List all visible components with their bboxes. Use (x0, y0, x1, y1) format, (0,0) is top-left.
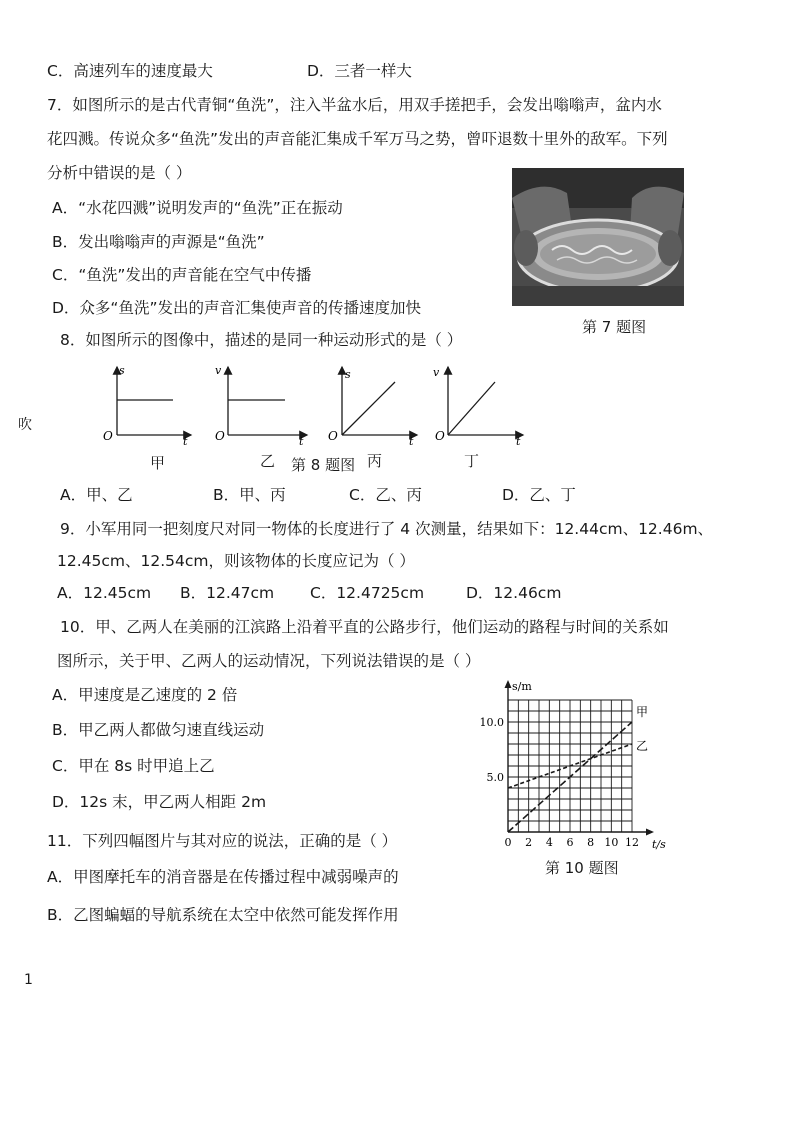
q8-stem: 8．如图所示的图像中，描述的是同一种运动形式的是（ ） (60, 331, 463, 349)
graph-yi (215, 364, 307, 448)
q10-option-c: C．甲在 8s 时甲追上乙 (52, 757, 215, 775)
graph-jia (103, 364, 191, 448)
graph-yi-yaxis: v (215, 364, 222, 377)
page-number: 1 (24, 972, 33, 988)
q9-option-d: D．12.46cm (466, 584, 562, 602)
x-tick-label: 10 (604, 836, 619, 849)
graph-jia-origin: O (103, 429, 113, 443)
q6-option-c: C．高速列车的速度最大 (47, 62, 213, 80)
x-tick-label: 6 (566, 836, 574, 849)
q7-option-a: A．“水花四溅”说明发声的“鱼洗”正在振动 (52, 199, 343, 217)
y-tick-label: 5.0 (486, 771, 504, 784)
q10-figure-caption: 第 10 题图 (545, 859, 619, 877)
graph-ding-label: 丁 (464, 452, 480, 470)
q11-stem: 11．下列四幅图片与其对应的说法，正确的是（ ） (47, 832, 398, 850)
q10-option-d: D．12s 末，甲乙两人相距 2m (52, 793, 267, 811)
graph-bing-origin: O (328, 429, 338, 443)
q7-option-d: D．众多“鱼洗”发出的声音汇集使声音的传播速度加快 (52, 299, 421, 317)
graph-jia-label: 甲 (150, 454, 166, 472)
graph-ding (433, 366, 523, 448)
margin-character: 吹 (18, 417, 32, 433)
graph-yi-label: 乙 (260, 452, 276, 470)
x-tick-label: 2 (525, 836, 533, 849)
q9-option-b: B．12.47cm (180, 584, 275, 602)
graph-jia-yaxis: s (119, 364, 125, 377)
graph-bing (328, 367, 417, 448)
fish-basin-illustration (512, 168, 684, 306)
y-axis-title: s/m (512, 680, 532, 693)
graph-ding-origin: O (435, 429, 445, 443)
x-tick-label: 8 (587, 836, 595, 849)
q10-option-a: A．甲速度是乙速度的 2 倍 (52, 686, 238, 704)
series-label-jia: 甲 (636, 705, 649, 719)
graph-yi-origin: O (215, 429, 225, 443)
graph-yi-xaxis: t (299, 435, 304, 448)
q7-stem-line3: 分析中错误的是（ ） (47, 164, 192, 182)
graph-bing-label: 丙 (367, 452, 383, 470)
q7-option-b: B．发出嗡嗡声的声源是“鱼洗” (52, 233, 265, 251)
q10-stem-line1: 10．甲、乙两人在美丽的江滨路上沿着平直的公路步行，他们运动的路程与时间的关系如 (60, 618, 669, 636)
graph-bing-yaxis: s (345, 368, 351, 381)
series-label-yi: 乙 (636, 739, 649, 753)
x-axis-arrow (646, 829, 654, 836)
q7-option-c: C．“鱼洗”发出的声音能在空气中传播 (52, 266, 312, 284)
q9-option-c: C．12.4725cm (310, 584, 425, 602)
y-axis-arrow (505, 680, 512, 688)
q11-option-b: B．乙图蝙蝠的导航系统在太空中依然可能发挥作用 (47, 906, 399, 924)
q6-option-d: D．三者一样大 (307, 62, 412, 80)
fish-basin-photo (512, 168, 684, 306)
q8-option-c: C．乙、丙 (349, 486, 422, 504)
q8-option-b: B．甲、丙 (213, 486, 286, 504)
x-tick-label: 12 (625, 836, 639, 849)
q8-option-d: D．乙、丁 (502, 486, 576, 504)
q7-figure-caption: 第 7 题图 (582, 318, 647, 336)
q7-stem-line1: 7．如图所示的是古代青铜“鱼洗”，注入半盆水后，用双手搓把手，会发出嗡嗡声，盆内水 (47, 96, 662, 114)
q10-option-b: B．甲乙两人都做匀速直线运动 (52, 721, 265, 739)
q10-st-chart (470, 672, 680, 854)
graph-ding-xaxis: t (516, 435, 521, 448)
q9-option-a: A．12.45cm (57, 584, 152, 602)
q11-option-a: A．甲图摩托车的消音器是在传播过程中减弱噪声的 (47, 868, 399, 886)
x-axis-title: t/s (652, 838, 666, 851)
x-tick-label: 4 (545, 836, 553, 849)
graph-ding-yaxis: v (433, 366, 440, 379)
q9-stem-line1: 9．小军用同一把刻度尺对同一物体的长度进行了 4 次测量，结果如下：12.44cm、12.46m、 (60, 520, 714, 538)
x-tick-label: 0 (504, 836, 512, 849)
y-tick-label: 10.0 (479, 716, 504, 729)
graph-bing-xaxis: t (409, 435, 414, 448)
q9-stem-line2: 12.45cm、12.54cm，则该物体的长度应记为（ ） (57, 552, 415, 570)
graph-jia-xaxis: t (183, 435, 188, 448)
q10-stem-line2: 图所示，关于甲、乙两人的运动情况，下列说法错误的是（ ） (57, 652, 481, 670)
q7-stem-line2: 花四溅。传说众多“鱼洗”发出的声音能汇集成千军万马之势，曾吓退数十里外的敌军。下列 (47, 130, 668, 148)
q8-figure-caption: 第 8 题图 (291, 456, 356, 474)
q8-option-a: A．甲、乙 (60, 486, 133, 504)
